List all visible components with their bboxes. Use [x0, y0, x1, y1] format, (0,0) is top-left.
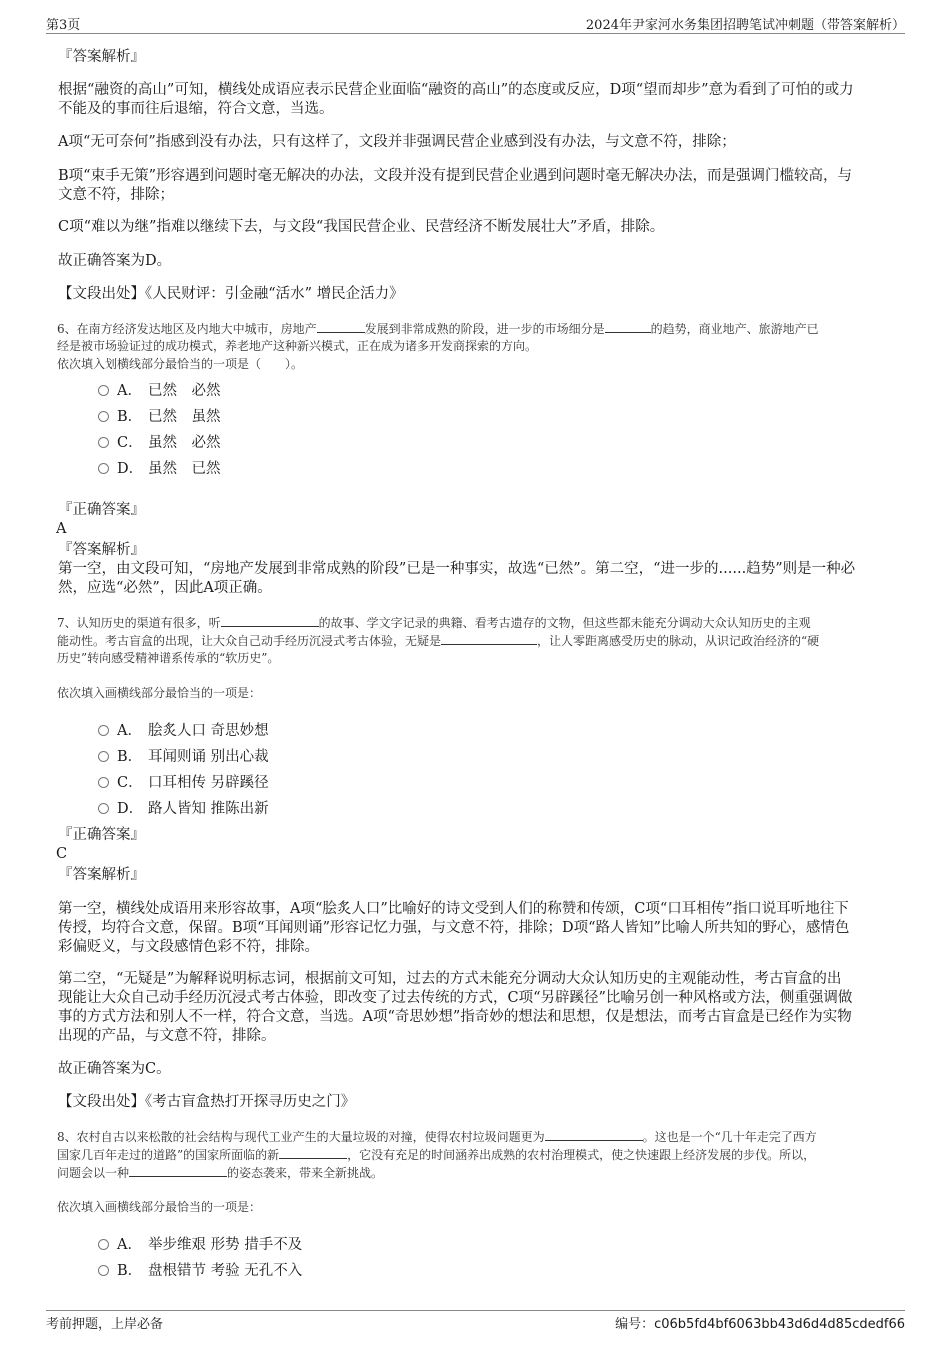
q5-source: 【文段出处】《人民财评：引金融“活水” 增民企活力》 [58, 286, 404, 302]
q6-blank-1 [317, 320, 365, 333]
q6-stem-line2: 经是被市场验证过的成功模式，养老地产这种新兴模式，正在成为诸多开发商探索的方向。 [57, 339, 538, 353]
footer-rule [46, 1310, 905, 1311]
radio-icon[interactable] [98, 725, 109, 736]
document-title: 2024年尹家河水务集团招聘笔试冲刺题（带答案解析） [585, 18, 905, 33]
q7-para2-line1: 第二空，“无疑是”为解释说明标志词，根据前文可知，过去的方式未能充分调动大众认知历史的主观能动性，考古盲盒的出 [58, 971, 842, 987]
q7-para2-line3: 事的方式方法和别人不一样，符合文意，当选。A项“奇思妙想”指奇妙的想法和思想，仅是想法，而考古盲盒是已经作为实物 [58, 1009, 852, 1025]
q5-para2: A项“无可奈何”指感到没有办法，只有这样了，文段并非强调民营企业感到没有办法，与文意不符，排除； [58, 134, 736, 150]
q7-para2-line4: 出现的产品，与文意不符，排除。 [58, 1028, 276, 1044]
q5-conclusion: 故正确答案为D。 [58, 253, 172, 269]
q8-blank-3 [129, 1164, 227, 1177]
q7-option-a[interactable]: A． 脍炙人口 奇思妙想 [98, 722, 269, 741]
radio-icon[interactable] [98, 463, 109, 474]
q6-option-b[interactable]: B． 已然 虽然 [98, 408, 221, 427]
q7-para1-line1: 第一空，横线处成语用来形容故事，A项“脍炙人口”比喻好的诗文受到人们的称赞和传颂，C项“口耳相传”指口说耳听地往下 [58, 901, 849, 917]
q6-blank-2 [605, 320, 651, 333]
radio-icon[interactable] [98, 411, 109, 422]
q7-answer: C [56, 846, 68, 862]
q8-prompt: 依次填入画横线部分最恰当的一项是： [57, 1200, 262, 1214]
q7-option-c[interactable]: C． 口耳相传 另辟蹊径 [98, 774, 269, 793]
q8-option-a[interactable]: A． 举步维艰 形势 措手不及 [98, 1236, 302, 1255]
radio-icon[interactable] [98, 751, 109, 762]
footer-code: 编号：c06b5fd4bf6063bb43d6d4d85cdedf66 [615, 1317, 905, 1332]
q7-option-d[interactable]: D． 路人皆知 推陈出新 [98, 800, 269, 819]
q6-analysis-line2: 然，应选“必然”，因此A项正确。 [58, 580, 272, 596]
q8-stem-line3: 问题会以一种 的姿态袭来，带来全新挑战。 [57, 1166, 384, 1180]
q5-para4: C项“难以为继”指难以继续下去，与文段“我国民营企业、民营经济不断发展壮大”矛盾，排除。 [58, 219, 665, 235]
q5-analysis-label: 『答案解析』 [58, 49, 145, 65]
q7-prompt: 依次填入画横线部分最恰当的一项是： [57, 686, 262, 700]
q7-option-b[interactable]: B． 耳闻则诵 别出心裁 [98, 748, 269, 767]
radio-icon[interactable] [98, 803, 109, 814]
q7-source: 【文段出处】《考古盲盒热打开探寻历史之门》 [58, 1094, 356, 1110]
q7-para2-line2: 现能让大众自己动手经历沉浸式考古体验，即改变了过去传统的方式，C项“另辟蹊径”比喻另创一种风格或方法，侧重强调做 [58, 990, 853, 1006]
q7-stem-line1: 7、认知历史的渠道有很多，听 的故事、学文字记录的典籍、看考古遗存的文物，但这些都未能充分调动大众认知历史的主观 [57, 616, 811, 630]
q7-blank-1 [221, 614, 319, 627]
q6-option-a[interactable]: A． 已然 必然 [98, 382, 221, 401]
q6-option-d[interactable]: D． 虽然 已然 [98, 460, 221, 479]
q8-stem-line2: 国家几百年走过的道路”的国家所面临的新 ，它没有充足的时间涵养出成熟的农村治理模式，使之快速跟上经济发展的步伐。所以， [57, 1148, 816, 1162]
q7-blank-2 [441, 632, 537, 645]
radio-icon[interactable] [98, 777, 109, 788]
q5-para1-line2: 不能及的事而往后退缩，符合文意，当选。 [58, 101, 334, 117]
header-rule [46, 33, 905, 34]
q7-stem-line3: 历史”转向感受精神谱系传承的“软历史”。 [57, 651, 280, 665]
q5-para3-line2: 文意不符，排除； [58, 187, 174, 203]
q7-stem-line2: 能动性。考古盲盒的出现，让大众自己动手经历沉浸式考古体验，无疑是 ，让人零距离感受历史的脉动，从识记政治经济的“硬 [57, 634, 820, 648]
q7-conclusion: 故正确答案为C。 [58, 1061, 171, 1077]
radio-icon[interactable] [98, 385, 109, 396]
q6-analysis-line1: 第一空，由文段可知，“房地产发展到非常成熟的阶段”已是一种事实，故选“已然”。第二空，“进一步的......趋势”则是一种必 [58, 561, 856, 577]
q6-answer: A [56, 521, 67, 537]
q5-para3-line1: B项“束手无策”形容遇到问题时毫无解决的办法，文段并没有提到民营企业遇到问题时毫无解决办法，而是强调门槛较高，与 [58, 168, 852, 184]
radio-icon[interactable] [98, 437, 109, 448]
q8-blank-1 [545, 1128, 643, 1141]
q7-answer-label: 『正确答案』 [58, 827, 145, 843]
radio-icon[interactable] [98, 1239, 109, 1250]
radio-icon[interactable] [98, 1265, 109, 1276]
q5-para1-line1: 根据“融资的高山”可知，横线处成语应表示民营企业面临“融资的高山”的态度或反应，D项“望而却步”意为看到了可怕的或力 [58, 82, 854, 98]
q8-option-b[interactable]: B． 盘根错节 考验 无孔不入 [98, 1262, 302, 1281]
q7-analysis-label: 『答案解析』 [58, 867, 145, 883]
q7-para1-line3: 彩偏贬义，与文段感情色彩不符，排除。 [58, 939, 319, 955]
q6-prompt: 依次填入划横线部分最恰当的一项是（ ）。 [57, 357, 304, 371]
q6-stem-line1: 6、在南方经济发达地区及内地大中城市，房地产 发展到非常成熟的阶段，进一步的市场细分是 的趋势，商业地产、旅游地产已 [57, 322, 819, 336]
page-number: 第3页 [46, 18, 81, 33]
q7-para1-line2: 传授，均符合文意，保留。B项“耳闻则诵”形容记忆力强，与文意不符，排除；D项“路人皆知”比喻人所共知的野心，感情色 [58, 920, 850, 936]
q8-blank-2 [279, 1146, 347, 1159]
q6-analysis-label: 『答案解析』 [58, 542, 145, 558]
q6-option-c[interactable]: C． 虽然 必然 [98, 434, 221, 453]
q8-stem-line1: 8、农村自古以来松散的社会结构与现代工业产生的大量垃圾的对撞，使得农村垃圾问题更为 。这也是一个“几十年走完了西方 [57, 1130, 817, 1144]
footer-slogan: 考前押题，上岸必备 [46, 1317, 164, 1332]
q6-answer-label: 『正确答案』 [58, 502, 145, 518]
